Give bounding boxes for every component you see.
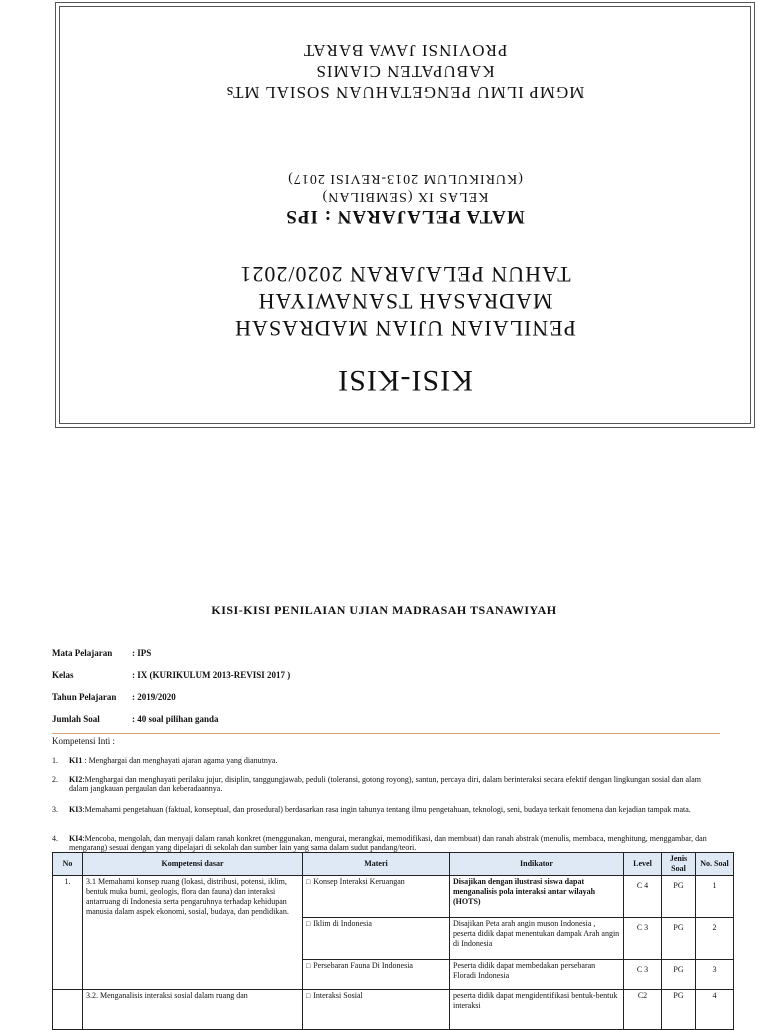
ki-text — [69, 834, 712, 852]
info-label: Tahun Pelajaran — [52, 692, 117, 702]
ki-description: :Mencoba, mengolah, dan menyaji dalam ranah konkret (menggunakan, mengurai, merangkai, memodifikasi, dan membuat) dan ranah abstrak (menulis, membaca, menghitung, menggambar, dan mengarang) sesuai dengan yang dipelajari di sekolah dan sumber lain yang sama dalam sudut pandang/teori. — [69, 834, 707, 852]
column-header: Materi — [303, 853, 450, 876]
cell-indikator: Disajikan Peta arah angin muson Indonesia , peserta didik dapat menentukan dampak Arah angin di Indonesia — [450, 918, 624, 960]
cell-level: C 3 — [624, 918, 662, 960]
info-label: Mata Pelajaran — [52, 648, 113, 658]
cover-org-3: PROVINSI JAWA BARAT — [302, 41, 508, 60]
info-value: : 2019/2020 — [132, 692, 176, 702]
cell-indikator: peserta didik dapat mengidentifikasi bentuk-bentuk interaksi — [450, 990, 624, 1030]
cell-soal: 4 — [696, 990, 734, 1030]
info-value: : IPS — [132, 648, 152, 658]
cell-materi — [303, 876, 450, 918]
info-label: Jumlah Soal — [52, 714, 100, 724]
cell-indikator: Disajikan dengan ilustrasi siswa dapat menganalisis pola interaksi antar wilayah (HOTS) — [450, 876, 624, 918]
column-header: Indikator — [450, 853, 624, 876]
ki-code: KI4 — [69, 834, 83, 843]
ki-text — [69, 805, 712, 814]
cell-materi — [303, 960, 450, 990]
column-header: Jenis Soal — [662, 853, 696, 876]
cover-line-3: TAHUN PELAJARAN 2020/2021 — [239, 262, 571, 287]
cell-jenis: PG — [662, 960, 696, 990]
column-header: Kompetensi dasar — [83, 853, 303, 876]
cover-org-1: MGMP ILMU PENGETAHUAN SOSIAL MTs — [225, 83, 585, 102]
cover-curriculum: (KURIKULUM 2013-REVISI 2017) — [287, 171, 523, 186]
ki-code: KI1 — [69, 756, 83, 765]
ki-heading: Kompetensi Inti : — [52, 736, 115, 746]
materi-text: Konsep Interaksi Keruangan — [313, 877, 405, 886]
ki-code: KI2 — [69, 775, 83, 784]
column-header: Level — [624, 853, 662, 876]
cell-soal: 3 — [696, 960, 734, 990]
cell-level: C2 — [624, 990, 662, 1030]
cover-subject: MATA PELAJARAN : IPS — [285, 206, 525, 227]
cell-materi — [303, 918, 450, 960]
table-header-row — [53, 853, 734, 876]
info-value: : IX (KURIKULUM 2013-REVISI 2017 ) — [132, 670, 291, 680]
info-label: Kelas — [52, 670, 74, 680]
ki-number: 2. — [52, 775, 58, 784]
materi-text: Iklim di Indonesia — [313, 919, 372, 928]
cell-soal: 1 — [696, 876, 734, 918]
column-header: No — [53, 853, 83, 876]
cell-level: C 4 — [624, 876, 662, 918]
divider — [52, 733, 720, 734]
ki-text — [69, 756, 712, 765]
cell-level: C 3 — [624, 960, 662, 990]
cover-title: KISI-KISI — [337, 364, 473, 397]
blueprint-table — [52, 852, 734, 1030]
ki-description: : Menghargai dan menghayati ajaran agama yang dianutnya. — [82, 756, 278, 765]
ki-text — [69, 775, 712, 793]
document-title: KISI-KISI PENILAIAN UJIAN MADRASAH TSANAWIYAH — [211, 603, 557, 617]
cell-jenis: PG — [662, 990, 696, 1030]
cell-jenis: PG — [662, 876, 696, 918]
cell-soal: 2 — [696, 918, 734, 960]
ki-description: :Menghargai dan menghayati perilaku jujur, disiplin, tanggungjawab, peduli (toleransi, gotong royong), santun, percaya diri, dalam berinteraksi secara efektif dengan lingkungan sosial dan alam dalam jangkauan pergaulan dan keberadaannya. — [69, 775, 702, 793]
table-row — [53, 876, 734, 918]
cell-jenis: PG — [662, 918, 696, 960]
info-value: : 40 soal pilihan ganda — [132, 714, 219, 724]
cover-line-1: PENILAIAN UJIAN MADRASAH — [234, 316, 576, 341]
cover-line-2: MADRASAH TSANAWIYAH — [257, 289, 553, 314]
cover-content — [56, 3, 754, 427]
cell-kd: 3.2. Menganalisis interaksi sosial dalam ruang dan — [83, 990, 303, 1030]
cell-indikator: Peserta didik dapat membedakan persebaran Floradi Indonesia — [450, 960, 624, 990]
materi-text: Interaksi Sosial — [313, 991, 363, 1000]
cell-no: 1. — [53, 876, 83, 990]
cover-grade: KELAS IX (SEMBILAN) — [321, 189, 489, 204]
cover-org-2: KABUPATEN CIAMIS — [315, 62, 495, 81]
ki-description: :Memahami pengetahuan (faktual, konseptual, dan prosedural) berdasarkan rasa ingin tahunya tentang ilmu pengetahuan, teknologi, seni, budaya terkait fenomena dan kejadian tampak mata. — [82, 805, 691, 814]
materi-text: Persebaran Fauna Di Indonesia — [313, 961, 413, 970]
cell-kd: 3.1 Memahami konsep ruang (lokasi, distribusi, potensi, iklim, bentuk muka bumi, geologis, flora dan fauna) dan interaksi antarruang di Indonesia serta pengaruhnya terhadap kehidupan manusia dalam aspek ekonomi, sosial, budaya, dan pendidikan. — [83, 876, 303, 990]
ki-code: KI3 — [69, 805, 83, 814]
cover-page — [55, 2, 755, 428]
column-header: No. Soal — [696, 853, 734, 876]
ki-number: 4. — [52, 834, 58, 843]
ki-number: 1. — [52, 756, 58, 765]
ki-number: 3. — [52, 805, 58, 814]
